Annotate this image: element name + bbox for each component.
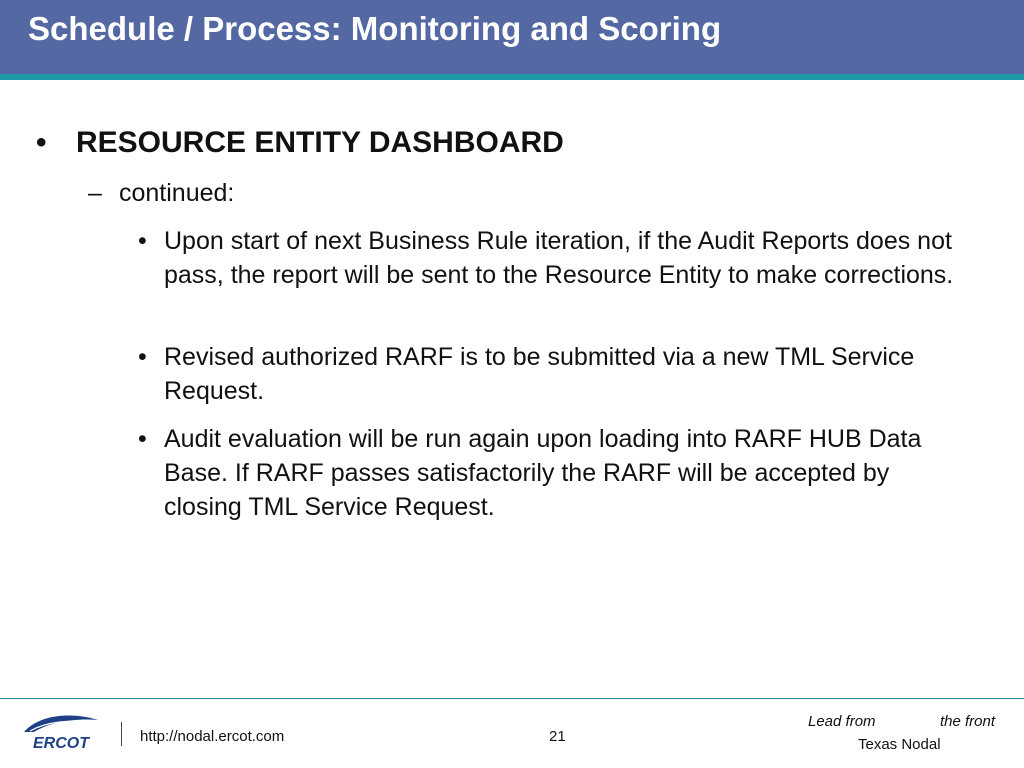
heading-bullet — [36, 124, 564, 162]
list-item — [138, 340, 968, 408]
sub-bullet — [88, 176, 234, 210]
dash-marker: – — [88, 179, 102, 207]
sub-bullet-text: continued: — [119, 179, 235, 207]
tagline-texas-nodal: Texas Nodal — [858, 736, 941, 753]
title-underline — [0, 74, 1024, 80]
footer-url[interactable]: http://nodal.ercot.com — [140, 728, 285, 745]
bullet-marker: • — [138, 425, 147, 453]
tagline-the-front: the front — [940, 713, 996, 730]
bullet-marker: • — [138, 343, 147, 371]
bullet-marker: • — [36, 126, 47, 159]
list-item — [138, 224, 968, 292]
logo-wordmark: ERCOT — [33, 735, 89, 752]
footer-separator — [121, 722, 122, 746]
list-item — [138, 422, 968, 524]
title-bar — [0, 0, 1024, 74]
heading-text: RESOURCE ENTITY DASHBOARD — [76, 126, 564, 159]
list-item-text: Revised authorized RARF is to be submitted via a new TML Service Request. — [164, 343, 915, 405]
bullet-marker: • — [138, 227, 147, 255]
footer-rule — [0, 698, 1024, 699]
slide-title: Schedule / Process: Monitoring and Scoring — [28, 10, 722, 47]
page-number: 21 — [549, 728, 566, 745]
tagline-lead-from: Lead from — [808, 713, 876, 730]
list-item-text: Upon start of next Business Rule iteration, if the Audit Reports does not pass, the report will be sent to the Resource Entity to make corrections. — [164, 227, 954, 289]
ercot-logo — [20, 710, 102, 754]
list-item-text: Audit evaluation will be run again upon loading into RARF HUB Data Base. If RARF passes satisfactorily the RARF will be accepted by closing TML Service Request. — [164, 425, 922, 521]
